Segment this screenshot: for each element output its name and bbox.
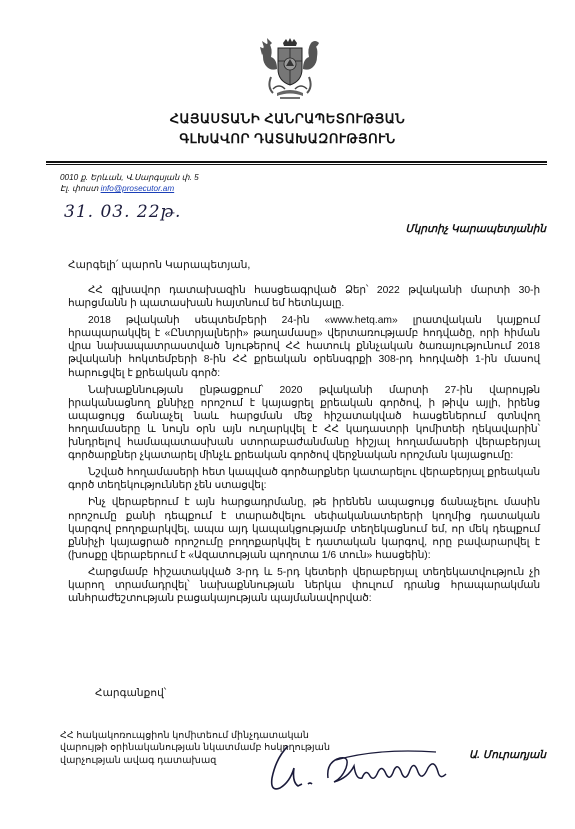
header-divider-thick — [46, 161, 547, 163]
salutation: Հարգելի՛ պարոն Կարապետյան, — [68, 259, 251, 271]
header-divider-thin — [46, 164, 547, 165]
organization-name-line2: ԳԼԽԱՎՈՐ ԴԱՏԱԽԱԶՈՒԹՅՈՒՆ — [179, 131, 396, 146]
letter-body — [68, 284, 540, 609]
recipient-name: Մկրտիչ Կարապետյանին — [405, 223, 546, 235]
closing-phrase: Հարգանքով՝ — [95, 687, 167, 699]
body-paragraph: Հարցմամբ հիշատակված 3-րդ և 5-րդ կետերի վերաբերյալ տեղեկատվություն չի կարող տրամադրվել՝ նախաքննության ներկա փուլում դրանց հրապարակման անհրաժեշտության բացակայության պայմանավորված: — [68, 566, 540, 605]
email-line — [60, 183, 199, 194]
handwritten-signature — [258, 738, 454, 798]
signatory-title-line: վարույթի օրինականության նկատմամբ հսկողության — [60, 742, 331, 754]
organization-name-line1: ՀԱՅԱՍՏԱՆԻ ՀԱՆՐԱՊԵՏՈՒԹՅԱՆ — [169, 111, 406, 126]
signatory-title-line: ՀՀ հակակոռուպցիոն կոմիտեում մինչդատական — [60, 730, 309, 741]
body-paragraph: Ինչ վերաբերում է այն հարցադրմանը, թե իրենեն ապացույց ճանաչելու մասին որոշումը քանի դեպքում է տարածվելու սեփականատերերի կողմից դատական կարգով բողոքարկվել, ապա այդ կապակցությամբ տեղեկացնում եմ, որ մեկ դեպքում քննիչի կայացրած որոշումը բողոքարկվել է դատական կարգով, որը բավարարվել է (խոսքը վերաբերում է «Ազատության պողոտա 1/6 տուն» հասցեին): — [68, 497, 540, 561]
postal-address: 0010 ք. Երևան, Վ.Սարգսյան փ. 5 — [60, 173, 199, 182]
body-paragraph: ՀՀ գլխավոր դատախազին հասցեագրված Ձեր՝ 2022 թվականի մարտի 30-ի հարցմանն ի պատասխան հայտնում եմ հետևյալը. — [68, 285, 540, 310]
body-paragraph: Նախաքննության ընթացքում՝ 2020 թվականի մարտի 27-ին վարույթն իրականացնող քննիչը որոշում է կայացրել քրեական գործով, ի թիվս այլի, իրենց ապացույց ճանաչել նաև հարցման մեջ հիշատակված հասցեներում գտնվող հողամասերը և նույն օրն այն ուղարկվել է ՀՀ կադաստրի կոմիտեի ղեկավարին՝ խնդրելով համապատասխան ստորաբաժանմանը հիշյալ հողամասերի վերաբերյալ գործարքներ չկատարել մինչև քրեական գործով վերջնական որոշման կայացումը: — [68, 384, 540, 462]
armenian-coat-of-arms-emblem — [259, 37, 321, 103]
handwritten-date: 31. 03. 22թ. — [64, 202, 182, 222]
body-paragraph: Նշված հողամասերի հետ կապված գործարքներ կատարելու վերաբերյալ քրեական գործ տեղեկություններ չեն ստացվել: — [68, 467, 540, 492]
address-block — [60, 172, 199, 194]
signatory-title-line: վարչության ավագ դատախազ — [60, 754, 217, 766]
body-paragraph: 2018 թվականի սեպտեմբերի 24-ին «www.hetq.am» լրատվական կայքում հրապարակվել է «Ընտրյալների» թաղամասը» վերտառությամբ հոդվածը, որի հիման վրա նախապատրաստված նյութերով ՀՀ հատուկ քննչական ծառայությունում 2018 թվականի հոկտեմբերի 8-ին ՀՀ քրեական օրենսգրքի 308-րդ հոդվածի 1-ին մասով հարուցվել է քրեական գործ: — [68, 315, 540, 379]
signatory-name: Ա. Մուրադյան — [469, 749, 546, 761]
email-link[interactable]: info@prosecutor.am — [100, 184, 175, 193]
email-prefix: Էլ. փոստ — [60, 184, 101, 193]
